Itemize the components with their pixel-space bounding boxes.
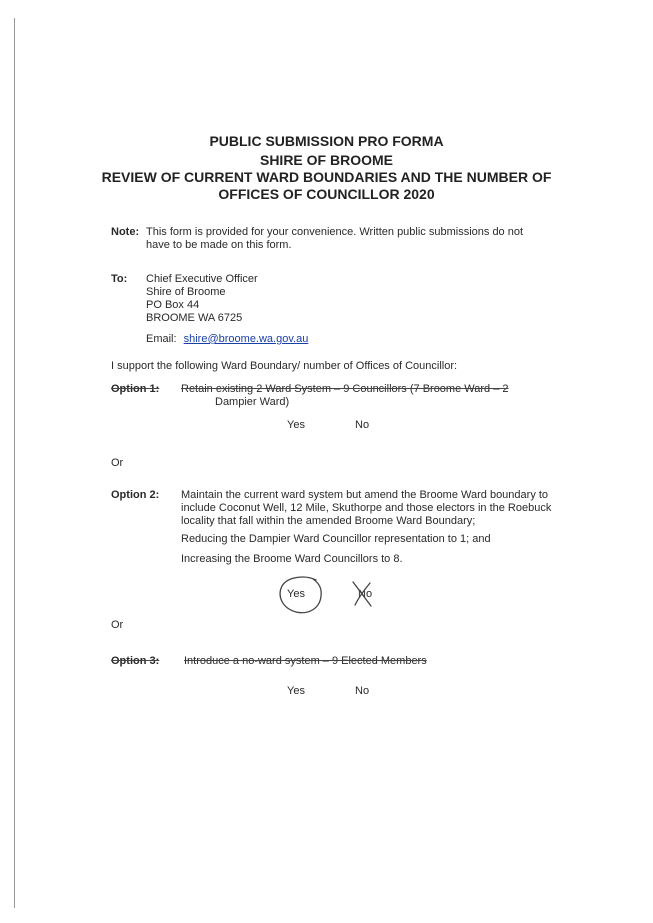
shire-title: SHIRE OF BROOME <box>259 152 393 168</box>
support-statement: I support the following Ward Boundary/ number of Offices of Councillor: <box>111 360 458 372</box>
option2-yes[interactable]: Yes <box>287 588 305 600</box>
email-row <box>146 333 308 345</box>
review-title-line2: OFFICES OF COUNCILLOR 2020 <box>218 186 435 202</box>
option1-line1: Retain existing 2 Ward System – 9 Councillors (7 Broome Ward – 2 <box>181 383 509 395</box>
option3-text: Introduce a no-ward system – 9 Elected Members <box>184 655 427 667</box>
option2-line3: locality that fall within the amended Broome Ward Boundary; <box>181 515 476 527</box>
note-text <box>146 226 523 252</box>
address-block <box>146 273 258 325</box>
option2-no[interactable]: No <box>358 588 373 600</box>
email-label: Email: <box>146 333 177 345</box>
no-cross-mark <box>350 580 376 608</box>
address-line: Chief Executive Officer <box>146 273 258 285</box>
review-title-line1: REVIEW OF CURRENT WARD BOUNDARIES AND THE NUMBER OF <box>101 169 552 185</box>
option3-yes[interactable]: Yes <box>287 685 305 697</box>
yes-circle-mark <box>276 574 326 616</box>
option3-no[interactable]: No <box>355 685 370 697</box>
option1-line2: Dampier Ward) <box>215 396 290 408</box>
email-link[interactable]: shire@broome.wa.gov.au <box>183 333 309 345</box>
or-separator-1: Or <box>111 457 124 469</box>
to-label: To: <box>111 273 128 285</box>
note-line2: have to be made on this form. <box>146 239 292 251</box>
option2-line4: Reducing the Dampier Ward Councillor representation to 1; and <box>181 533 491 545</box>
option3-label: Option 3: <box>111 655 160 667</box>
option2-line1: Maintain the current ward system but amend the Broome Ward boundary to <box>181 489 549 501</box>
form-title: PUBLIC SUBMISSION PRO FORMA <box>209 133 444 149</box>
note-line1: This form is provided for your convenience. Written public submissions do not <box>146 226 524 238</box>
address-line: Shire of Broome <box>146 286 226 298</box>
note-label: Note: <box>111 226 140 238</box>
option2-line5: Increasing the Broome Ward Councillors to 8. <box>181 553 403 565</box>
option1-text <box>181 383 546 409</box>
address-line: BROOME WA 6725 <box>146 312 243 324</box>
option2-line2: include Coconut Well, 12 Mile, Skuthorpe and those electors in the Roebuck <box>181 502 552 514</box>
option2-label: Option 2: <box>111 489 160 501</box>
option1-label: Option 1: <box>111 383 160 395</box>
or-separator-2: Or <box>111 619 124 631</box>
option2-text <box>181 489 551 566</box>
address-line: PO Box 44 <box>146 299 200 311</box>
option1-yes[interactable]: Yes <box>287 419 305 431</box>
option1-no[interactable]: No <box>355 419 370 431</box>
